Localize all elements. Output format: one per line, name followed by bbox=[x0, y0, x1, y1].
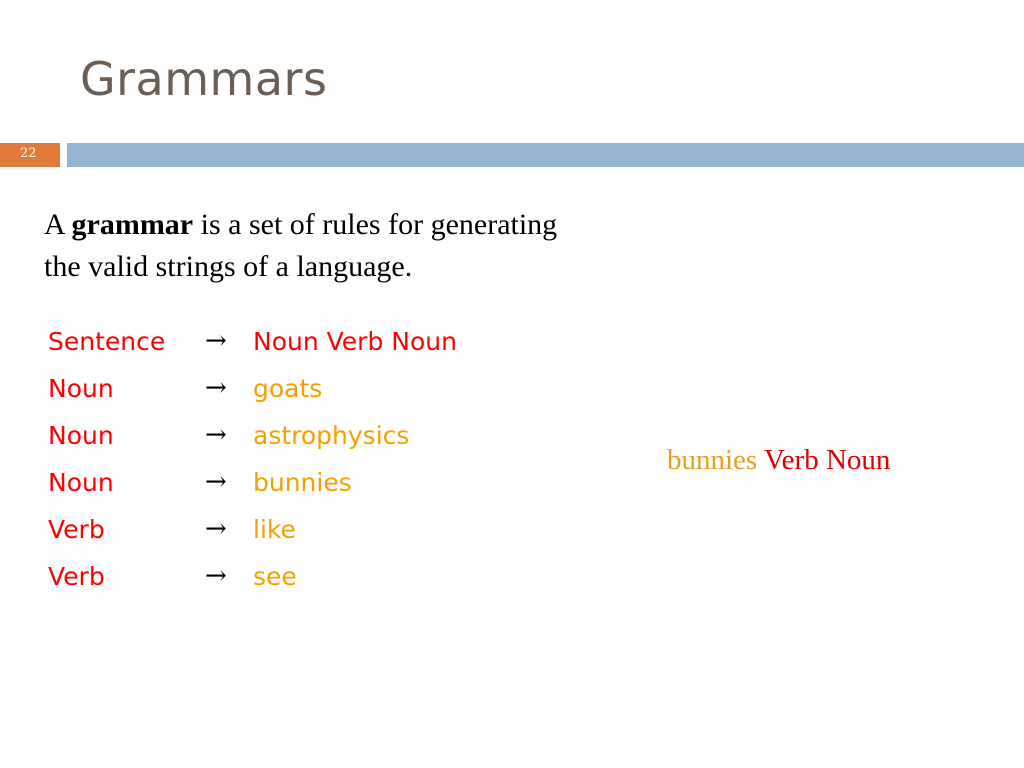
rule-lhs: Verb bbox=[48, 562, 105, 591]
rule-lhs: Verb bbox=[48, 515, 105, 544]
rule-rhs: bunnies bbox=[253, 468, 352, 497]
intro-line2: the valid strings of a language. bbox=[44, 250, 413, 283]
slide-number: 22 bbox=[20, 146, 37, 161]
rule-rhs: Noun Verb Noun bbox=[253, 327, 457, 356]
rule-lhs: Sentence bbox=[48, 327, 166, 356]
rule-rhs: goats bbox=[253, 374, 323, 403]
intro-paragraph bbox=[44, 204, 664, 288]
rule-rhs: like bbox=[253, 515, 296, 544]
rule-rhs: astrophysics bbox=[253, 421, 410, 450]
right-arrow-icon: → bbox=[205, 467, 227, 497]
slide-title: Grammars bbox=[80, 52, 328, 106]
header-bar bbox=[67, 143, 1024, 167]
rule-lhs: Noun bbox=[48, 374, 114, 403]
right-arrow-icon: → bbox=[205, 420, 227, 450]
intro-term: grammar bbox=[71, 208, 194, 241]
derivation-nonterminals: Verb Noun bbox=[757, 444, 891, 476]
intro-prefix: A bbox=[44, 208, 72, 241]
rule-lhs: Noun bbox=[48, 421, 114, 450]
right-arrow-icon: → bbox=[205, 373, 227, 403]
right-arrow-icon: → bbox=[205, 514, 227, 544]
right-arrow-icon: → bbox=[205, 561, 227, 591]
derivation-string bbox=[667, 444, 890, 477]
intro-line1-rest: is a set of rules for generating bbox=[193, 208, 558, 241]
rule-rhs: see bbox=[253, 562, 297, 591]
rule-lhs: Noun bbox=[48, 468, 114, 497]
derivation-terminal: bunnies bbox=[667, 444, 758, 476]
right-arrow-icon: → bbox=[205, 326, 227, 356]
